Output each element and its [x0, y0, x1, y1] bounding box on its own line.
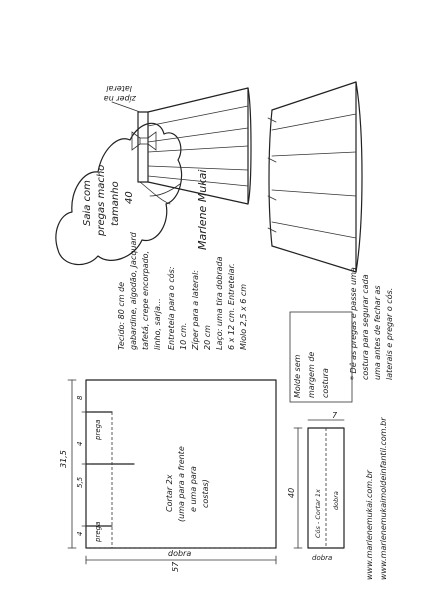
fabric-line-4: linho, sarja...	[153, 298, 162, 350]
waistband-dobra: dobra	[332, 491, 340, 510]
skirt-illustration-back	[268, 82, 362, 272]
waistband-fold-label: dobra	[312, 554, 333, 562]
fabric-line-5: Entretela para o cós:	[167, 266, 176, 350]
seg-8: 8	[76, 395, 84, 400]
mold-note-line-1: Molde sem	[293, 354, 302, 398]
cut-line-3: e uma para	[189, 466, 198, 512]
title-line-2: pregas macho	[96, 164, 107, 236]
fold-label-main: dobra	[168, 549, 192, 558]
main-pattern-piece	[59, 380, 276, 572]
instruction-line-2: costura para segurar cada	[361, 274, 370, 380]
dim-side: 57	[171, 561, 180, 572]
instruction-line-3: uma antes de fechar as	[373, 285, 382, 380]
waistband-length: 40	[287, 487, 296, 498]
instruction-line-4: laterais e pregar o cós.	[385, 287, 394, 380]
cut-line-2: (uma para a frente	[177, 446, 186, 522]
title-line-4: 40	[124, 191, 135, 204]
fabric-line-11: Miolo 2,5 x 6 cm	[239, 283, 248, 350]
mold-note	[290, 312, 352, 402]
seg-4b: 4	[76, 441, 84, 446]
title-line-3: tamanho	[110, 181, 121, 226]
fabric-line-2: gabardine, algodão, Jacquard	[129, 232, 138, 350]
skirt-label-1: zíper na	[103, 94, 136, 103]
fabric-line-7: Zíper para a lateral:	[191, 270, 200, 350]
instructions-block	[348, 267, 394, 380]
fabric-line-1: Tecido: 80 cm de	[117, 281, 126, 350]
mold-note-line-2: margem de	[307, 351, 316, 398]
cut-line-4: costas)	[201, 479, 210, 508]
instruction-line-1: * Dê as pregas e passe uma	[349, 267, 358, 380]
mold-note-line-3: costura	[321, 368, 330, 398]
waistband-height: 7	[332, 411, 338, 420]
fabric-text-block	[117, 231, 248, 351]
signature-text: Marlene Mukai	[196, 169, 209, 250]
seg-55: 5,5	[76, 476, 84, 488]
fabric-line-8: 20 cm	[203, 325, 212, 350]
prega-label-left: prega	[94, 521, 102, 542]
signature-logo	[140, 170, 209, 250]
waistband-piece	[287, 411, 344, 562]
websites	[365, 417, 388, 580]
fabric-line-3: tafetá, crepe encorpado,	[141, 250, 150, 350]
seg-4: 4	[76, 531, 84, 536]
title-line-1: Saia com	[82, 180, 93, 226]
waistband-label: Cós - Cortar 1x	[314, 489, 322, 538]
fabric-line-9: Laço: uma tira dobrada	[215, 256, 224, 350]
fabric-line-6: 10 cm.	[179, 322, 188, 350]
website-1: www.marlenemukai.com.br	[365, 470, 374, 580]
website-2: www.marlenemukaimoldeinfantil.com.br	[379, 417, 388, 580]
fabric-line-10: 6 x 12 cm. Entretelar.	[227, 263, 236, 350]
dim-top: 31,5	[59, 450, 68, 468]
skirt-label-2: lateral	[106, 84, 132, 93]
prega-label-top: prega	[94, 419, 102, 440]
cut-line-1: Cortar 2x	[165, 474, 174, 512]
